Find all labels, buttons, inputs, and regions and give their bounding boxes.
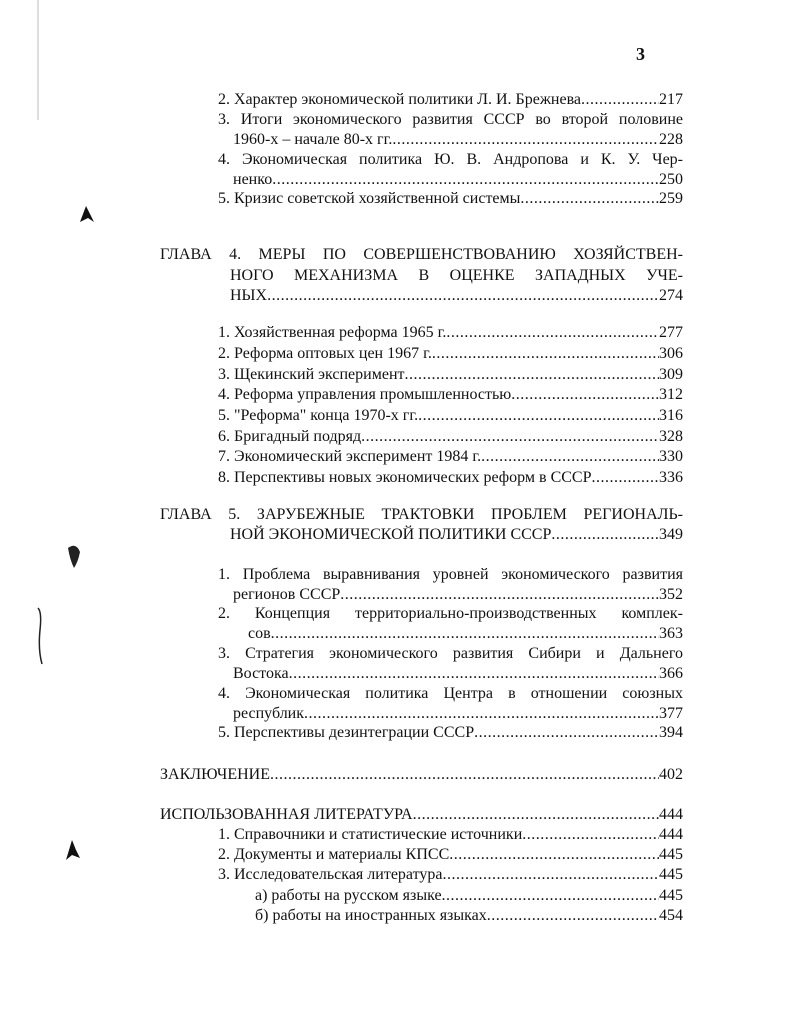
toc-entry-chapter4-items-2-line-1 — [218, 365, 683, 385]
toc-entry-text: 3. Щекинский эксперимент — [218, 366, 405, 383]
ink-blot-mark — [66, 840, 80, 860]
toc-page-number: 228 — [659, 131, 683, 148]
toc-entry-text: 2. Документы и материалы КПСС — [218, 846, 450, 863]
toc-page-number: 250 — [659, 171, 683, 188]
dot-leader — [446, 323, 659, 343]
toc-entry-literature-line-1 — [160, 805, 683, 825]
dot-leader — [449, 845, 659, 865]
toc-entry-text: сов — [248, 625, 271, 642]
dot-leader — [442, 886, 659, 906]
dot-leader — [392, 130, 659, 150]
toc-page-number: 328 — [659, 428, 683, 445]
toc-entry-text: ГЛАВА 5. ЗАРУБЕЖНЫЕ ТРАКТОВКИ ПРОБЛЕМ РЕГИОНАЛЬ- — [160, 506, 683, 523]
toc-entry-text: 3. Исследовательская литература — [218, 866, 443, 883]
toc-entry-literature-items-3-line-1 — [255, 886, 683, 906]
dot-leader — [581, 90, 659, 110]
toc-entry-text: 1. Справочники и статистические источники — [218, 826, 523, 843]
toc-page-number: 394 — [659, 724, 683, 741]
toc-entry-text: 7. Экономический эксперимент 1984 г. — [218, 448, 482, 465]
toc-page-number: 316 — [659, 407, 683, 424]
dot-leader — [522, 825, 659, 845]
toc-entry-text: ГЛАВА 4. МЕРЫ ПО СОВЕРШЕНСТВОВАНИЮ ХОЗЯЙСТВЕН- — [160, 246, 683, 263]
dot-leader — [413, 805, 659, 825]
page-number: 3 — [636, 44, 645, 64]
dot-leader — [511, 385, 659, 405]
toc-entry-text: 6. Бригадный подряд — [218, 428, 362, 445]
toc-entry-chapter4-items-7-line-1 — [218, 468, 683, 488]
toc-page-number: 402 — [659, 766, 683, 783]
dot-leader — [304, 704, 659, 724]
dot-leader — [271, 624, 659, 644]
toc-entry-text: 8. Перспективы новых экономических реформ в СССР — [218, 469, 592, 486]
toc-page-number: 445 — [659, 846, 683, 863]
toc-entry-text: республик — [233, 705, 305, 722]
dot-leader — [270, 765, 659, 785]
toc-page-number: 366 — [659, 665, 683, 682]
toc-page-number: 306 — [659, 345, 683, 362]
toc-entry-text: 4. Экономическая политика Центра в отношении союзных — [218, 685, 683, 702]
toc-page-number: 444 — [659, 826, 683, 843]
toc-entry-text: 2. Концепция территориально-производственных комплек- — [218, 605, 683, 622]
toc-entry-text: 4. Экономическая политика Ю. В. Андропова и К. У. Чер- — [218, 151, 683, 168]
toc-entry-chapter5-items-0-line-2 — [233, 585, 683, 605]
dot-leader — [591, 468, 659, 488]
dot-leader — [442, 865, 659, 885]
toc-page-number: 309 — [659, 366, 683, 383]
dot-leader — [289, 664, 659, 684]
toc-page-number: 277 — [659, 324, 683, 341]
toc-entry-chapter4-items-1-line-1 — [218, 344, 683, 364]
toc-page-number: 274 — [659, 287, 683, 304]
toc-entry-chapter3-items-1-line-1 — [218, 110, 683, 130]
toc-page-number: 259 — [659, 190, 683, 207]
toc-entry-text: регионов СССР — [233, 586, 341, 603]
toc-entry-text: НОЙ ЭКОНОМИЧЕСКОЙ ПОЛИТИКИ СССР — [230, 526, 552, 543]
toc-page-number: 363 — [659, 625, 683, 642]
toc-entry-chapter5-line-1 — [160, 505, 683, 525]
toc-entry-text: НЫХ — [230, 287, 268, 304]
toc-page-number: 454 — [659, 907, 683, 924]
toc-entry-chapter5-items-3-line-1 — [218, 684, 683, 704]
toc-entry-literature-items-2-line-1 — [218, 865, 683, 885]
dot-leader — [432, 344, 659, 364]
toc-entry-chapter5-line-2 — [230, 525, 683, 545]
toc-page-number: 445 — [659, 866, 683, 883]
toc-entry-chapter4-items-0-line-1 — [218, 323, 683, 343]
toc-entry-text: 3. Итоги экономического развития СССР во второй половине — [218, 111, 683, 128]
toc-entry-chapter3-items-0-line-1 — [218, 90, 683, 110]
dot-leader — [520, 189, 659, 209]
toc-entry-chapter4-line-1 — [160, 245, 683, 265]
dot-leader — [272, 170, 659, 190]
toc-entry-text: Востока — [233, 665, 289, 682]
toc-entry-chapter4-line-3 — [230, 286, 683, 306]
bracket-mark — [38, 608, 42, 664]
ink-blot-mark — [68, 546, 80, 568]
toc-entry-text: 1960-х – начале 80-х гг. — [233, 131, 393, 148]
toc-entry-chapter5-items-2-line-2 — [233, 664, 683, 684]
toc-entry-text: 1. Проблема выравнивания уровней экономического развития — [218, 566, 683, 583]
toc-entry-chapter4-items-6-line-1 — [218, 447, 683, 467]
toc-entry-chapter3-items-2-line-2 — [233, 170, 683, 190]
dot-leader — [487, 906, 659, 926]
toc-entry-chapter4-line-2 — [230, 266, 683, 286]
toc-page-number: 336 — [659, 469, 683, 486]
toc-entry-text: 4. Реформа управления промышленностью — [218, 386, 512, 403]
toc-entry-chapter4-items-3-line-1 — [218, 385, 683, 405]
dot-leader — [474, 723, 659, 743]
toc-entry-chapter5-items-4-line-1 — [218, 723, 683, 743]
toc-entry-chapter4-items-5-line-1 — [218, 427, 683, 447]
toc-entry-literature-items-0-line-1 — [218, 825, 683, 845]
toc-page-number: 377 — [659, 705, 683, 722]
toc-entry-chapter5-items-1-line-1 — [218, 604, 683, 624]
toc-page-number: 444 — [659, 806, 683, 823]
dot-leader — [481, 447, 659, 467]
toc-entry-chapter3-items-1-line-2 — [233, 130, 683, 150]
toc-entry-chapter5-items-3-line-2 — [233, 704, 683, 724]
toc-entry-text: 2. Характер экономической политики Л. И. Брежнева — [218, 91, 582, 108]
toc-entry-literature-items-1-line-1 — [218, 845, 683, 865]
dot-leader — [340, 585, 659, 605]
toc-entry-text: 5. "Реформа" конца 1970-х гг. — [218, 407, 419, 424]
toc-page-number: 445 — [659, 887, 683, 904]
toc-page-number: 352 — [659, 586, 683, 603]
ink-blot-mark — [80, 206, 94, 222]
toc-entry-text: 5. Кризис советской хозяйственной системы — [218, 190, 521, 207]
toc-entry-chapter5-items-0-line-1 — [218, 565, 683, 585]
toc-entry-text: 1. Хозяйственная реформа 1965 г. — [218, 324, 447, 341]
toc-entry-text: 5. Перспективы дезинтеграции СССР — [218, 724, 475, 741]
toc-entry-chapter3-items-3-line-1 — [218, 189, 683, 209]
dot-leader — [405, 365, 660, 385]
toc-page-number: 349 — [659, 526, 683, 543]
toc-entry-text: 2. Реформа оптовых цен 1967 г. — [218, 345, 432, 362]
dot-leader — [267, 286, 659, 306]
dot-leader — [418, 406, 659, 426]
toc-page-number: 330 — [659, 448, 683, 465]
dot-leader — [551, 525, 659, 545]
dot-leader — [361, 427, 659, 447]
toc-entry-text: НОГО МЕХАНИЗМА В ОЦЕНКЕ ЗАПАДНЫХ УЧЕ- — [230, 267, 683, 284]
toc-entry-text: 3. Стратегия экономического развития Сибири и Дальнего — [218, 645, 683, 662]
toc-entry-chapter3-items-2-line-1 — [218, 150, 683, 170]
toc-entry-chapter5-items-1-line-2 — [248, 624, 683, 644]
toc-entry-literature-items-4-line-1 — [255, 906, 683, 926]
toc-entry-text: б) работы на иностранных языках — [255, 907, 487, 924]
toc-entry-text: ЗАКЛЮЧЕНИЕ — [160, 766, 270, 783]
toc-entry-text: ИСПОЛЬЗОВАННАЯ ЛИТЕРАТУРА — [160, 806, 413, 823]
toc-entry-text: ненко — [233, 171, 273, 188]
toc-entry-text: а) работы на русском языке — [255, 887, 442, 904]
toc-page-number: 217 — [659, 91, 683, 108]
toc-entry-chapter5-items-2-line-1 — [218, 644, 683, 664]
toc-entry-conclusion-line-1 — [160, 765, 683, 785]
toc-page-number: 312 — [659, 386, 683, 403]
toc-entry-chapter4-items-4-line-1 — [218, 406, 683, 426]
